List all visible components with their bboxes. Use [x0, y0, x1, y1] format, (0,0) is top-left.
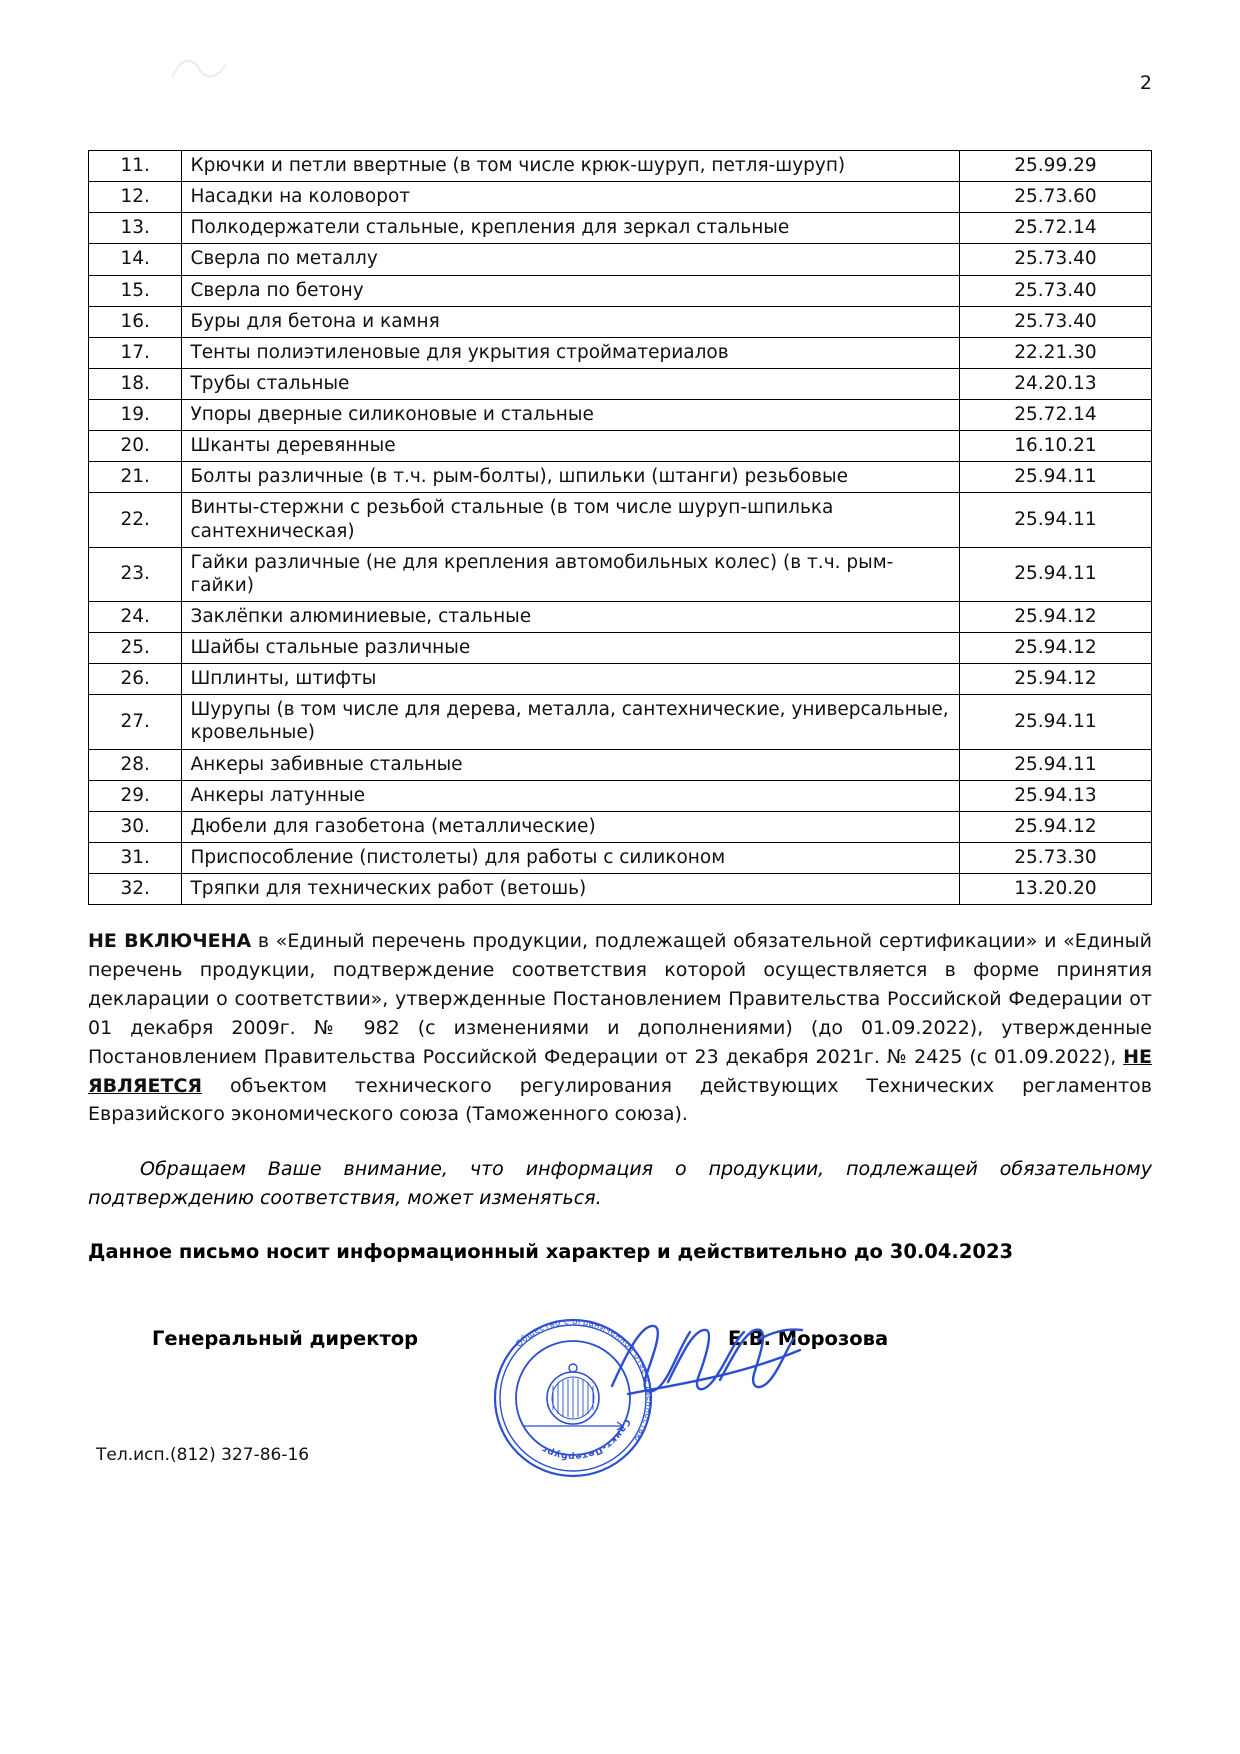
table-row: [89, 493, 1152, 547]
row-name: Насадки на коловорот: [182, 182, 959, 213]
row-name: Крючки и петли ввертные (в том числе крюк-шуруп, петля-шуруп): [182, 151, 959, 182]
row-code: 25.94.11: [959, 695, 1151, 749]
row-name: Буры для бетона и камня: [182, 306, 959, 337]
signature-block: [88, 1315, 1152, 1375]
row-name: Сверла по металлу: [182, 244, 959, 275]
table-row: [89, 151, 1152, 182]
row-name: Упоры дверные силиконовые и стальные: [182, 400, 959, 431]
row-number: 29.: [89, 780, 182, 811]
row-code: 25.72.14: [959, 400, 1151, 431]
scan-artifact-icon: [170, 52, 230, 82]
row-number: 12.: [89, 182, 182, 213]
row-code: 25.73.40: [959, 275, 1151, 306]
table-row: [89, 601, 1152, 632]
not-included-bold: НЕ ВКЛЮЧЕНА: [88, 930, 252, 953]
row-number: 24.: [89, 601, 182, 632]
row-name: Заклёпки алюминиевые, стальные: [182, 601, 959, 632]
row-code: 25.94.12: [959, 811, 1151, 842]
row-code: 25.94.12: [959, 664, 1151, 695]
not-subject-bold: НЕ ЯВЛЯЕТСЯ: [88, 1045, 1152, 1097]
row-number: 32.: [89, 874, 182, 905]
row-number: 27.: [89, 695, 182, 749]
row-number: 23.: [89, 547, 182, 601]
row-number: 13.: [89, 213, 182, 244]
table-row: [89, 213, 1152, 244]
row-code: 25.94.11: [959, 493, 1151, 547]
table-row: [89, 462, 1152, 493]
signatory-name: Е.В. Морозова: [728, 1326, 889, 1350]
row-number: 11.: [89, 151, 182, 182]
row-number: 22.: [89, 493, 182, 547]
row-code: 22.21.30: [959, 337, 1151, 368]
row-name: Сверла по бетону: [182, 275, 959, 306]
main-paragraph-part1: в «Единый перечень продукции, подлежащей обязательной сертификации» и «Единый перечень продукции, подтверждение соответствия которой осуществляется в форме принятия декларации о соответствии», утвержденные Постановлением Правительства Российской Федерации от 01 декабря 2009г. № 982 (с изменениями и дополнениями) (до 01.09.2022), утвержденные Постановлением Правительства Российской Федерации от 23 декабря 2021г. № 2425 (с 01.09.2022),: [88, 930, 1152, 1068]
row-number: 19.: [89, 400, 182, 431]
row-number: 31.: [89, 842, 182, 873]
validity-note: Данное письмо носит информационный характер и действительно до 30.04.2023: [88, 1240, 1014, 1264]
document-content: [88, 150, 1152, 1465]
signatory-title: Генеральный директор: [152, 1326, 419, 1350]
row-name: Анкеры латунные: [182, 780, 959, 811]
row-code: 16.10.21: [959, 431, 1151, 462]
row-name: Гайки различные (не для крепления автомобильных колес) (в т.ч. рым-гайки): [182, 547, 959, 601]
table-row: [89, 547, 1152, 601]
row-number: 25.: [89, 633, 182, 664]
attention-note: [88, 1155, 1152, 1212]
row-name: Приспособление (пистолеты) для работы с силиконом: [182, 842, 959, 873]
row-code: 25.99.29: [959, 151, 1151, 182]
row-code: 25.94.12: [959, 601, 1151, 632]
products-table-body: [89, 151, 1152, 905]
row-name: Винты-стержни с резьбой стальные (в том числе шуруп-шпилька сантехническая): [182, 493, 959, 547]
row-number: 15.: [89, 275, 182, 306]
row-code: 25.94.13: [959, 780, 1151, 811]
row-name: Шплинты, штифты: [182, 664, 959, 695]
row-name: Анкеры забивные стальные: [182, 749, 959, 780]
row-number: 21.: [89, 462, 182, 493]
table-row: [89, 275, 1152, 306]
products-table: [88, 150, 1152, 905]
row-code: 24.20.13: [959, 368, 1151, 399]
row-code: 25.73.40: [959, 306, 1151, 337]
row-name: Тенты полиэтиленовые для укрытия стройматериалов: [182, 337, 959, 368]
table-row: [89, 749, 1152, 780]
row-number: 26.: [89, 664, 182, 695]
row-name: Трубы стальные: [182, 368, 959, 399]
row-number: 14.: [89, 244, 182, 275]
table-row: [89, 368, 1152, 399]
attention-note-text: Обращаем Ваше внимание, что информация о продукции, подлежащей обязательному подтверждению соответствия, может изменяться.: [88, 1158, 1152, 1209]
row-name: Тряпки для технических работ (ветошь): [182, 874, 959, 905]
page-number: 2: [1139, 72, 1152, 94]
row-number: 18.: [89, 368, 182, 399]
main-paragraph-part2: объектом технического регулирования действующих Технических регламентов Евразийского экономического союза (Таможенного союза).: [88, 1074, 1152, 1126]
row-code: 13.20.20: [959, 874, 1151, 905]
row-number: 17.: [89, 337, 182, 368]
main-paragraph: [88, 927, 1152, 1129]
row-name: Дюбели для газобетона (металлические): [182, 811, 959, 842]
table-row: [89, 874, 1152, 905]
row-code: 25.73.30: [959, 842, 1151, 873]
table-row: [89, 400, 1152, 431]
table-row: [89, 337, 1152, 368]
row-code: 25.72.14: [959, 213, 1151, 244]
row-code: 25.94.11: [959, 749, 1151, 780]
table-row: [89, 306, 1152, 337]
table-row: [89, 842, 1152, 873]
row-number: 20.: [89, 431, 182, 462]
row-code: 25.73.40: [959, 244, 1151, 275]
table-row: [89, 811, 1152, 842]
row-name: Шканты деревянные: [182, 431, 959, 462]
row-code: 25.94.12: [959, 633, 1151, 664]
svg-text:Общество с ограниченной ответс: Общество с ограниченной ответственностью: [514, 1316, 655, 1444]
row-number: 30.: [89, 811, 182, 842]
row-name: Полкодержатели стальные, крепления для зеркал стальные: [182, 213, 959, 244]
table-row: [89, 695, 1152, 749]
table-row: [89, 244, 1152, 275]
table-row: [89, 182, 1152, 213]
row-name: Болты различные (в т.ч. рым-болты), шпильки (штанги) резьбовые: [182, 462, 959, 493]
contact-phone: Тел.исп.(812) 327-86-16: [96, 1445, 310, 1465]
table-row: [89, 431, 1152, 462]
row-name: Шурупы (в том числе для дерева, металла, сантехнические, универсальные, кровельные): [182, 695, 959, 749]
table-row: [89, 780, 1152, 811]
row-number: 16.: [89, 306, 182, 337]
table-row: [89, 633, 1152, 664]
row-code: 25.73.60: [959, 182, 1151, 213]
row-name: Шайбы стальные различные: [182, 633, 959, 664]
row-number: 28.: [89, 749, 182, 780]
svg-text:Санкт-Петербург: Санкт-Петербург: [540, 1417, 632, 1462]
row-code: 25.94.11: [959, 547, 1151, 601]
table-row: [89, 664, 1152, 695]
row-code: 25.94.11: [959, 462, 1151, 493]
